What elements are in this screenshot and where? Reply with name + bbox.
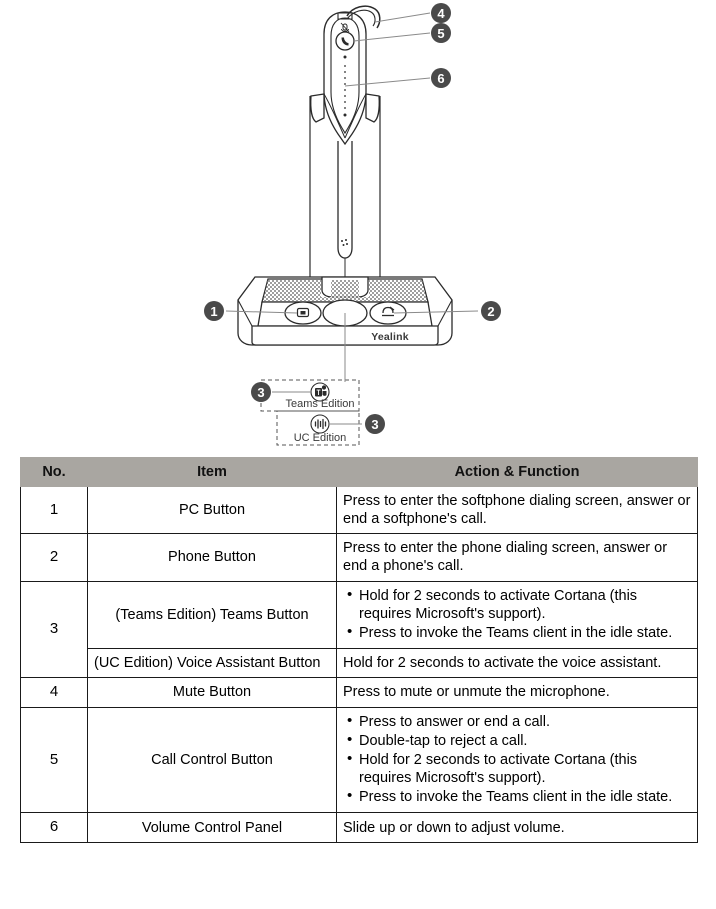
cell-item: (Teams Edition) Teams Button xyxy=(88,581,337,648)
table-row xyxy=(21,581,698,648)
cell-action xyxy=(337,487,698,534)
action-text: Slide up or down to adjust volume. xyxy=(343,819,565,836)
table-body xyxy=(21,487,698,843)
action-text: Press to mute or unmute the microphone. xyxy=(343,684,610,701)
cell-action xyxy=(337,707,698,813)
column-header-action: Action & Function xyxy=(337,458,698,487)
action-bullet-item: • Double-tap to reject a call. xyxy=(359,732,691,750)
cell-item: (UC Edition) Voice Assistant Button xyxy=(88,648,337,677)
cell-item: Volume Control Panel xyxy=(88,813,337,843)
table-row xyxy=(21,648,698,677)
callout-2-number: 2 xyxy=(487,304,495,319)
cell-item: Mute Button xyxy=(88,678,337,708)
cell-item: PC Button xyxy=(88,487,337,534)
microphone-boom xyxy=(338,141,352,288)
table-header xyxy=(21,458,698,487)
action-bullet-list xyxy=(343,713,691,807)
callout-6-number: 6 xyxy=(437,71,445,86)
cell-item: Call Control Button xyxy=(88,707,337,813)
cell-action xyxy=(337,581,698,648)
callout-5-number: 5 xyxy=(437,26,445,41)
cell-number: 4 xyxy=(21,678,88,708)
table-row xyxy=(21,487,698,534)
callout-1-number: 1 xyxy=(210,304,218,319)
cell-action xyxy=(337,534,698,581)
callout-5 xyxy=(431,23,451,43)
leader-line-4 xyxy=(375,13,430,22)
action-text: Press to enter the phone dialing screen, answer or end a phone's call. xyxy=(343,540,668,575)
action-bullet-item: • Press to invoke the Teams client in the idle state. xyxy=(359,624,691,642)
cell-action xyxy=(337,813,698,843)
table-row xyxy=(21,813,698,843)
headset-earpiece xyxy=(311,6,380,144)
table-row xyxy=(21,678,698,708)
boom-body xyxy=(338,141,352,258)
callout-4 xyxy=(431,3,451,23)
call-control-button-icon xyxy=(336,32,354,50)
callout-3-teams xyxy=(251,382,271,402)
left-wing xyxy=(311,94,324,122)
callout-3b-number: 3 xyxy=(371,417,379,432)
column-header-no: No. xyxy=(21,458,88,487)
action-bullet-item: • Press to invoke the Teams client in the idle state. xyxy=(359,788,691,806)
cell-number: 5 xyxy=(21,707,88,813)
cell-number: 6 xyxy=(21,813,88,843)
action-bullet-item: • Hold for 2 seconds to activate Cortana (this requires Microsoft's support). xyxy=(359,751,691,787)
right-wing xyxy=(366,94,379,122)
action-bullet-item: • Hold for 2 seconds to activate Cortana (this requires Microsoft's support). xyxy=(359,587,691,623)
action-text: Hold for 2 seconds to activate the voice assistant. xyxy=(343,654,662,671)
column-header-item: Item xyxy=(88,458,337,487)
cell-number: 1 xyxy=(21,487,88,534)
cell-action xyxy=(337,648,698,677)
callout-3a-number: 3 xyxy=(257,385,265,400)
microphone-holes-icon xyxy=(341,239,348,246)
teams-edition-label: Teams Edition xyxy=(285,398,355,410)
callout-3-uc xyxy=(365,414,385,434)
action-bullet-list xyxy=(343,587,691,642)
action-bullet-item: • Press to answer or end a call. xyxy=(359,713,691,731)
leader-line-6 xyxy=(345,78,430,86)
cell-action xyxy=(337,678,698,708)
left-inner-curve xyxy=(324,94,345,138)
callout-2 xyxy=(481,301,501,321)
cell-number: 3 xyxy=(21,581,88,678)
cell-number: 2 xyxy=(21,534,88,581)
callout-4-number: 4 xyxy=(437,6,445,21)
table-header-row xyxy=(21,458,698,487)
button-function-table xyxy=(20,457,698,843)
table-row xyxy=(21,534,698,581)
action-text: Press to enter the softphone dialing screen, answer or end a softphone's call. xyxy=(343,493,691,528)
table-row xyxy=(21,707,698,813)
callout-1 xyxy=(204,301,224,321)
headset-rails xyxy=(310,96,380,282)
cell-item: Phone Button xyxy=(88,534,337,581)
uc-edition-label: UC Edition xyxy=(293,432,347,444)
voice-assistant-waveform-icon xyxy=(311,415,329,433)
brand-logo-text: Yealink xyxy=(371,331,409,343)
right-inner-curve xyxy=(345,94,366,138)
callout-6 xyxy=(431,68,451,88)
